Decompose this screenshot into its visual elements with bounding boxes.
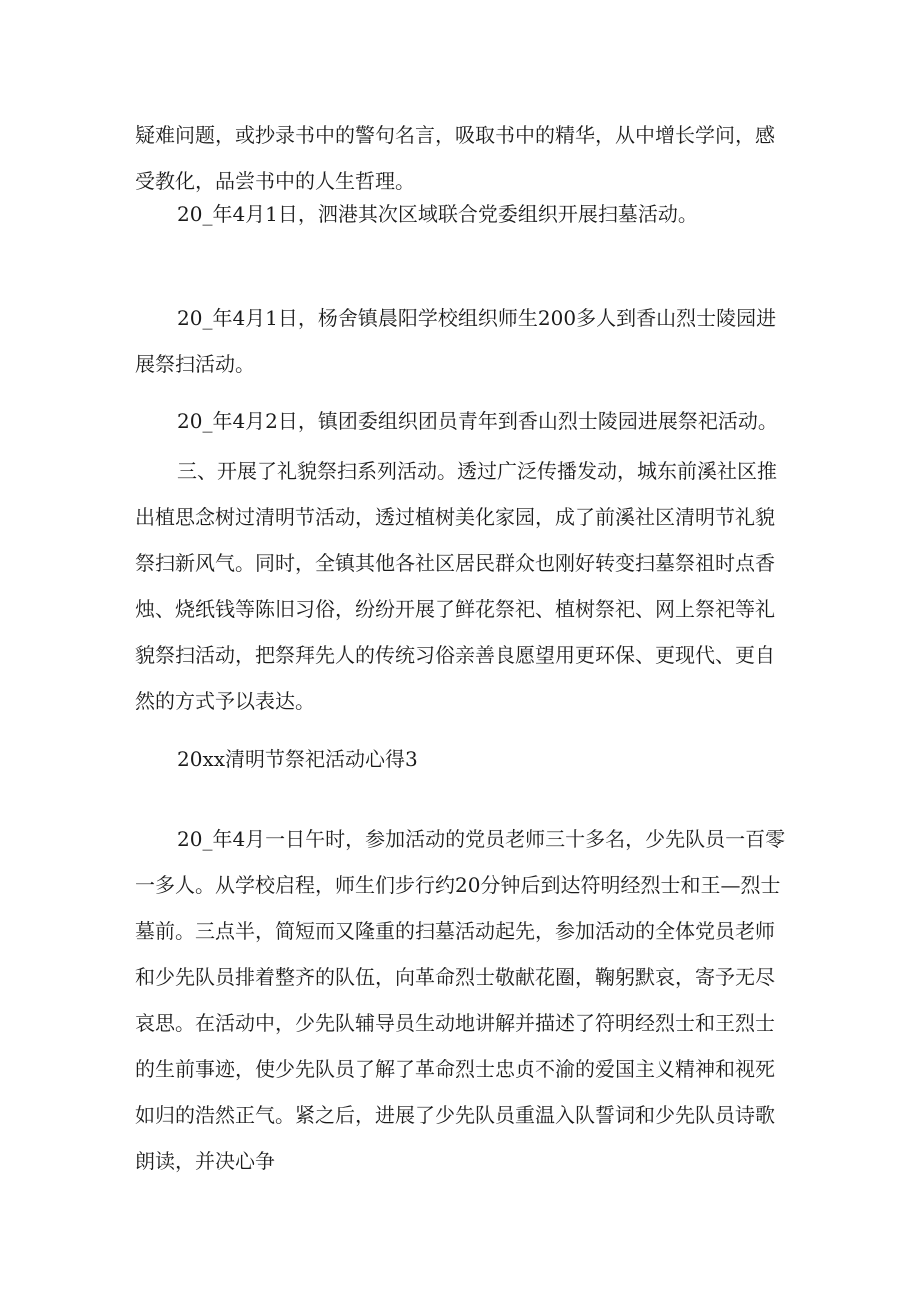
paragraph-continuation: 疑难问题，或抄录书中的警句名言，吸取书中的精华，从中增长学问，感受教化，品尝书中的人生哲理。 <box>135 123 775 193</box>
paragraph-sweeping-activity-3: 20_年4月2日，镇团委组织团员青年到香山烈士陵园进展祭祀活动。 <box>177 409 778 433</box>
paragraph-sweeping-activity-2: 20_年4月1日，杨舍镇晨阳学校组织师生200多人到香山烈士陵园进展祭扫活动。 <box>135 306 777 376</box>
paragraph-civilized-sweeping: 三、开展了礼貌祭扫系列活动。透过广泛传播发动，城东前溪社区推出植思念树过清明节活动，透过植树美化家园，成了前溪社区清明节礼貌祭扫新风气。同时，全镇其他各社区居民群众也刚好转变扫墓祭祖时点香烛、烧纸钱等陈旧习俗，纷纷开展了鲜花祭祀、植树祭祀、网上祭祀等礼貌祭扫活动，把祭拜先人的传统习俗亲善良愿望用更环保、更现代、更自然的方式予以表达。 <box>135 459 777 713</box>
paragraph-experience-3: 20_年4月一日午时，参加活动的党员老师三十多名，少先队员一百零一多人。从学校启程，师生们步行约20分钟后到达符明经烈士和王—烈士墓前。三点半，简短而又隆重的扫墓活动起先，参加活动的全体党员老师和少先队员排着整齐的队伍，向革命烈士敬献花圈，鞠躬默哀，寄予无尽哀思。在活动中，少先队辅导员生动地讲解并描述了符明经烈士和王烈士的生前事迹，使少先队员了解了革命烈士忠贞不渝的爱国主义精神和视死如归的浩然正气。紧之后，进展了少先队员重温入队誓词和少先队员诗歌朗读，并决心争 <box>135 827 786 1173</box>
section-heading: 20xx清明节祭祀活动心得3 <box>177 747 418 771</box>
paragraph-sweeping-activity-1: 20_年4月1日，泗港其次区域联合党委组织开展扫墓活动。 <box>177 202 698 226</box>
